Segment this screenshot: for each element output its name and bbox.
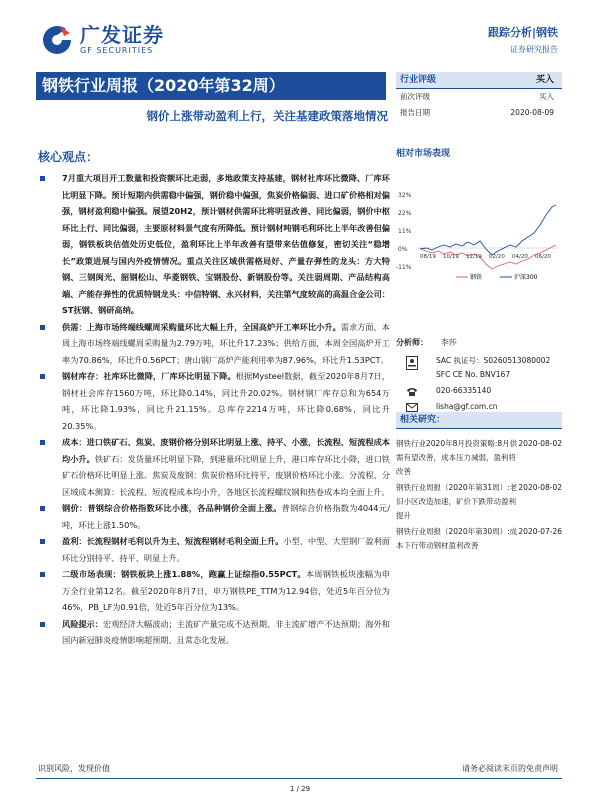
paragraph-profit: 盈利：长流程钢材毛利以升为主、短流程钢材毛利全面上升。小型、中型、大型钢厂盈利面环比分别持平、持平、明显上升。: [36, 533, 390, 566]
core-views-label: 核心观点：: [38, 150, 99, 164]
paragraph-price: 钢价：普钢综合价格指数环比小涨，各品种钢价全面上涨。普钢综合价格指数为4044元/吨，环比上涨1.50%。: [36, 500, 390, 533]
email-icon: [406, 403, 418, 412]
market-performance: [396, 146, 562, 289]
analyst-name: 李莎: [440, 338, 457, 347]
related-item[interactable]: 钢铁行业周报（2020年第31周）:老旧小区改造加速，矿价下跌带动盈利提升 2020-08-02: [396, 483, 562, 520]
sfc-license: SFC CE No. BNV167: [436, 370, 511, 379]
report-title: 钢铁行业周报（2020年第32周）: [36, 72, 386, 100]
y-tick-label: -11%: [396, 264, 412, 271]
x-tick-label: 04/20: [512, 254, 528, 260]
x-tick-label: 12/19: [466, 254, 482, 260]
paragraph-summary: 7月重大项目开工数量和投资额环比走弱，多地政策支持基建，钢材社库环比微降、厂库环比明显下降。预计短期内供需稳中偏强，钢价稳中偏强，焦炭价格偏弱、进口矿价格相对偏强，钢材盈利稳中偏强。展望20H2，预计钢材供需环比将明显改善、同比偏弱，钢价中枢环比上行、同比偏弱，主要原材料景气度有所降低。预计钢材吨钢毛利环比上半年改善但偏弱，钢铁板块估值处历史低位，盈利环比上半年改善有望带来估值修复，密切关注“稳增长”政策进展与国内外疫情情况。重点关注区域供需格局好、产量存弹性的龙头：方大特钢、三钢闽光、韶钢松山、华菱钢铁、宝钢股份、新钢股份等。关注弱周期、产品结构高端、产能存弹性的优质特钢龙头：中信特钢、永兴材料，关注第气度较高的高温合金公司：ST抚钢、钢研高纳。: [36, 170, 390, 319]
logo-en: GF SECURITIES: [80, 46, 154, 55]
hs300-line: [420, 205, 556, 255]
paragraph-cost: 成本：进口铁矿石、焦炭、废钢价格分别环比明显上涨、持平、小涨，长流程、短流程成本均小升。铁矿石：发货量环比明显下降，到港量环比明显上升，港口库存环比小降，进口铁矿石价格环比明显上涨。焦炭及废钢：焦炭价格环比持平，废钢价格环比小涨。分流程、分区域成本测算：长流程、短流程成本均小升，各地区长流程螺纹钢和热卷成本均全面上升。: [36, 434, 390, 500]
market-title: 相对市场表现: [396, 149, 451, 159]
sac-license: SAC 执证号：S0260513080002: [436, 356, 551, 365]
y-tick-label: 0%: [398, 246, 408, 253]
main-content: [36, 170, 390, 649]
related-item[interactable]: 钢铁行业2020年8月投资策略:8月供需有望改善，成本压力减弱，盈利将改善 2020-08-02: [396, 439, 562, 476]
analyst-email[interactable]: lisha@gf.com.cn: [436, 402, 498, 411]
relative-performance-chart: [396, 165, 562, 285]
industry-rating-value: 买入: [535, 75, 554, 85]
x-tick-label: 06/20: [535, 254, 551, 260]
prev-rating-value: 买入: [539, 92, 554, 101]
legend-hs300: 沪深300: [514, 274, 538, 281]
footer-slogan: 识别风险，发现价值: [38, 764, 110, 773]
report-type-tag: 跟踪分析|钢铁: [487, 26, 558, 39]
paragraph-market: 二级市场表现：钢铁板块上涨1.88%，跑赢上证综指0.55PCT。本周钢铁板块涨幅为申万全行业第12名。截至2020年8月7日，申万钢铁PE_TTM为12.94倍，处近5年百分位为46%，PB_LF为0.91倍，处近5年百分位为13%。: [36, 566, 390, 616]
x-tick-label: 08/19: [420, 254, 436, 260]
prev-rating-label: 前次评级: [400, 92, 430, 101]
analyst-label: 分析师：: [396, 338, 428, 347]
paragraph-inventory: 钢材库存：社库环比微降，厂库环比明显下降。根据Mysteel数据，截至2020年8月7日，钢材社会库存1560万吨，环比降0.14%，同比升20.02%。钢材钢厂库存总和为654万吨，环比降1.93%，同比升21.15%。总库存2214万吨，环比降0.68%，同比升20.35%。: [36, 368, 390, 434]
related-title: 相关研究：: [400, 415, 446, 425]
y-tick-label: 22%: [398, 210, 412, 217]
report-date-value: 2020-08-09: [510, 108, 554, 117]
analyst-phone: 020-66335140: [436, 386, 492, 395]
report-date-label: 报告日期: [400, 108, 430, 117]
related-research: [396, 412, 562, 569]
phone-icon: [406, 386, 418, 396]
gf-logo-icon: [40, 23, 74, 57]
y-tick-label: 11%: [398, 228, 412, 235]
paragraph-risk: 风险提示：宏观经济大幅波动；主流矿产量完成不达预期、非主流矿增产不达预期；海外和国内新冠肺炎疫情影响超预期、且常态化发展。: [36, 616, 390, 649]
footer-disclaimer: 请务必阅读末页的免责声明: [462, 764, 558, 773]
legend-steel: 钢铁: [470, 274, 483, 281]
logo-cn: 广发证券: [80, 23, 164, 47]
x-tick-label: 10/19: [443, 254, 459, 260]
industry-rating-label: 行业评级: [400, 75, 437, 85]
analyst-info: [396, 336, 562, 414]
paragraph-supply-demand: 供需：上海市场终端线螺周采购量环比大幅上升，全国高炉开工率环比小升。需求方面，本周上海市场终端线螺周采购量为2.79万吨，环比升17.23%；供给方面，本周全国高炉开工率为70.86%，环比升0.56PCT；唐山钢厂高炉产能利用率为87.96%，环比升1.53PCT。: [36, 319, 390, 369]
report-category: 证券研究报告: [510, 45, 558, 54]
x-tick-label: 02/20: [489, 254, 505, 260]
gf-logo: [40, 20, 164, 60]
footer-divider: [36, 778, 562, 779]
page-number: 1 / 29: [289, 785, 311, 793]
rating-panel: [396, 72, 562, 121]
y-tick-label: 32%: [398, 192, 412, 199]
related-item[interactable]: 钢铁行业周报（2020年第30周）:成本下行带动钢材盈利改善 2020-07-26: [396, 527, 562, 550]
report-subtitle: 钢价上涨带动盈利上行，关注基建政策落地情况: [146, 109, 388, 123]
